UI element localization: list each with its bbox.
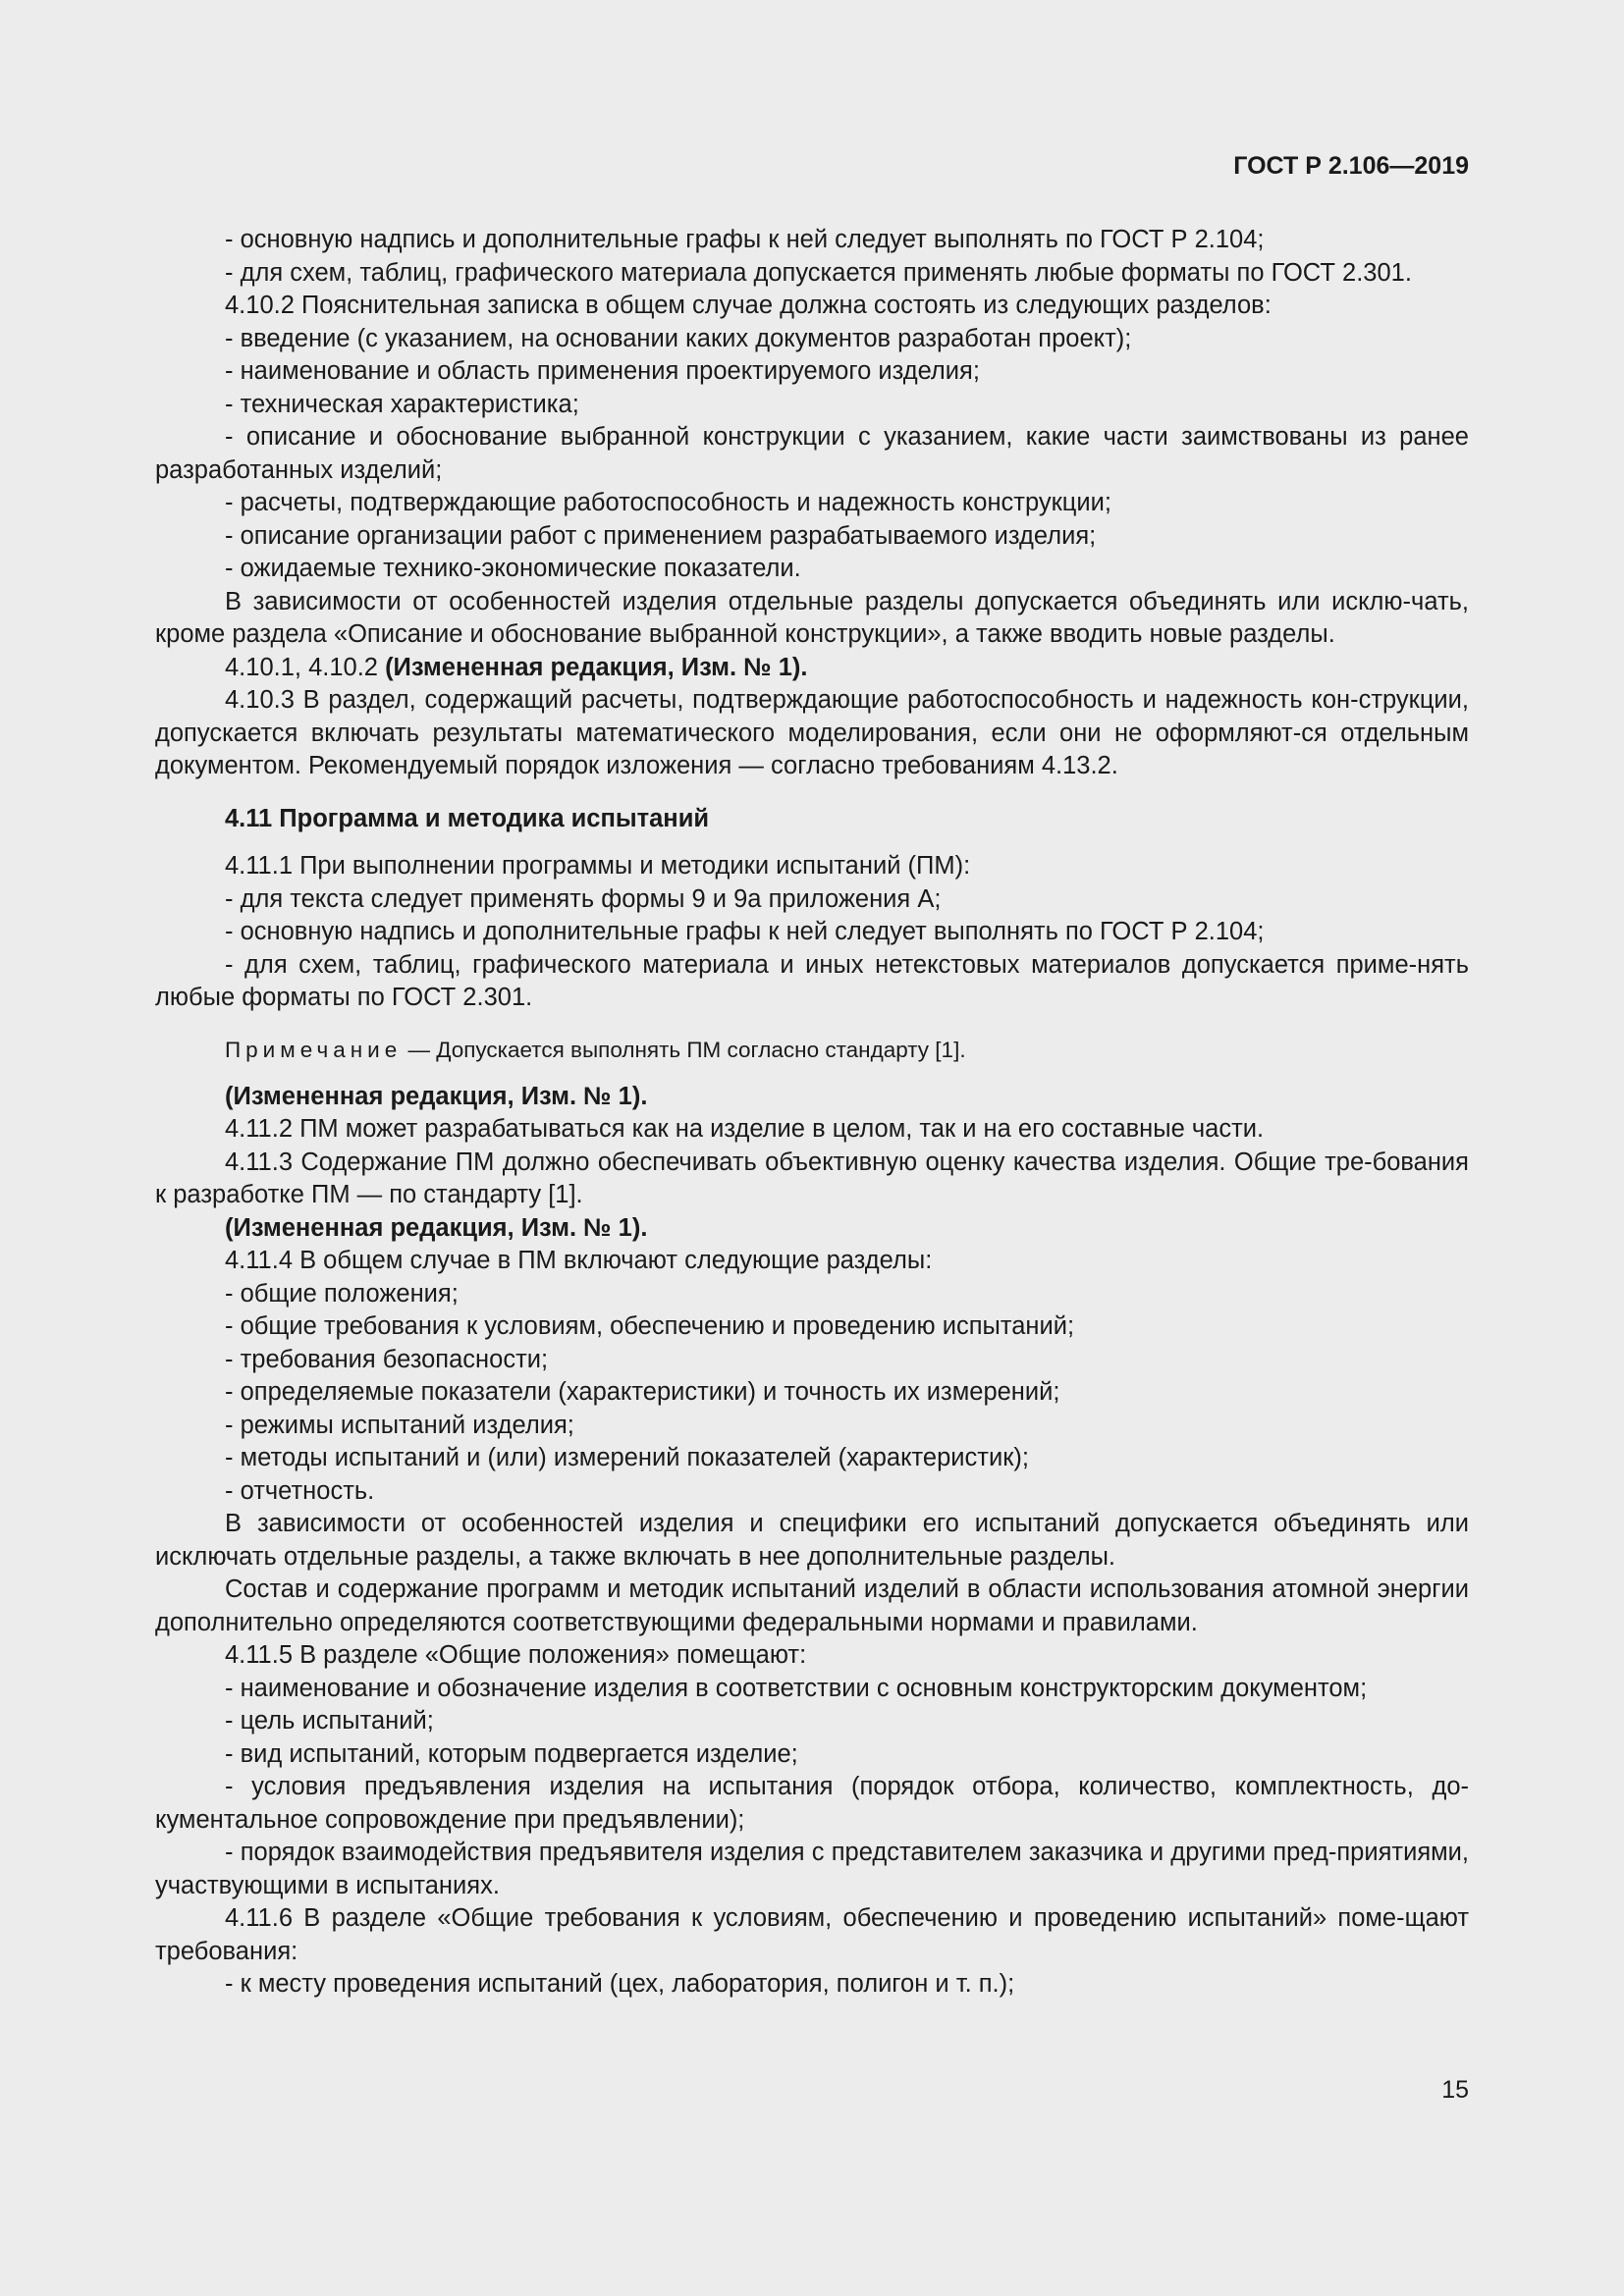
clause-refs: 4.10.1, 4.10.2	[225, 653, 386, 681]
list-item: - расчеты, подтверждающие работоспособность и надежность конструкции;	[225, 489, 1111, 516]
paragraph-4-10-2: 4.10.2 Пояснительная записка в общем случае должна состоять из следующих разделов:	[225, 292, 1272, 319]
paragraph-4-11-2: 4.11.2 ПМ может разрабатываться как на изделие в целом, так и на его составные части.	[225, 1115, 1265, 1143]
paragraph-4-11-1: 4.11.1 При выполнении программы и методики испытаний (ПМ):	[225, 852, 971, 880]
list-item: - наименование и область применения проектируемого изделия;	[225, 357, 980, 385]
page-number: 15	[1441, 2076, 1469, 2104]
note-text: — Допускается выполнять ПМ согласно стандарту [1].	[402, 1037, 966, 1062]
document-body	[155, 224, 1469, 2002]
list-item: - для схем, таблиц, графического материала и иных нетекстовых материалов допускается приме-нять любые форматы по ГОСТ 2.301.	[155, 950, 1469, 1011]
section-heading-4-11	[155, 803, 1469, 836]
list-item: - наименование и обозначение изделия в соответствии с основным конструкторским документом;	[225, 1674, 1368, 1702]
amendment-note	[155, 1081, 1469, 1114]
list-item: - режимы испытаний изделия;	[225, 1411, 574, 1439]
list-item: - методы испытаний и (или) измерений показателей (характеристик);	[225, 1444, 1029, 1471]
amendment-note	[155, 1212, 1469, 1246]
section-heading-text: 4.11 Программа и методика испытаний	[225, 804, 710, 832]
note-label: Примечание	[225, 1037, 403, 1062]
list-item: - порядок взаимодействия предъявителя изделия с представителем заказчика и другими пред-приятиями, участвующими в испытаниях.	[155, 1839, 1469, 1899]
document-code-header: ГОСТ Р 2.106—2019	[1233, 152, 1469, 180]
list-item: - определяемые показатели (характеристики) и точность их измерений;	[225, 1378, 1060, 1406]
list-item: - описание организации работ с применением разрабатываемого изделия;	[225, 521, 1097, 550]
paragraph-4-11-3: 4.11.3 Содержание ПМ должно обеспечивать объективную оценку качества изделия. Общие тре-бования к разработке ПМ — по стандарту [1].	[155, 1148, 1469, 1208]
list-item: - для текста следует применять формы 9 и 9а приложения А;	[225, 884, 942, 913]
list-item: - описание и обоснование выбранной конструкции с указанием, какие части заимствованы из ранее разработанных изделий;	[155, 423, 1469, 484]
paragraph: В зависимости от особенностей изделия и специфики его испытаний допускается объединять или исключать отдельные разделы, а также включать в нее дополнительные разделы.	[155, 1510, 1469, 1571]
list-item: - для схем, таблиц, графического материала допускается применять любые форматы по ГОСТ 2.301.	[225, 258, 1412, 287]
paragraph: В зависимости от особенностей изделия отдельные разделы допускается объединять или исклю-чать, кроме раздела «Описание и обоснование выбранной конструкции», а также вводить новые разделы.	[155, 587, 1469, 648]
paragraph: Состав и содержание программ и методик испытаний изделий в области использования атомной энергии дополнительно определяются соответствующими федеральными нормами и правилами.	[155, 1575, 1469, 1636]
paragraph-4-11-4: 4.11.4 В общем случае в ПМ включают следующие разделы:	[225, 1247, 933, 1274]
list-item: - общие требования к условиям, обеспечению и проведению испытаний;	[225, 1312, 1075, 1340]
list-item: - вид испытаний, которым подвергается изделие;	[225, 1739, 798, 1768]
paragraph-4-10-3: 4.10.3 В раздел, содержащий расчеты, подтверждающие работоспособность и надежность кон-струкции, допускается включать результаты математического моделирования, если они не оформляют-ся отдельным документом. Рекомендуемый порядок изложения — согласно требованиям 4.13.2.	[155, 686, 1469, 779]
note	[155, 1035, 1469, 1066]
list-item: - условия предъявления изделия на испытания (порядок отбора, количество, комплектность, до-кументальное сопровождение при предъявлении);	[155, 1773, 1469, 1834]
list-item: - основную надпись и дополнительные графы к ней следует выполнять по ГОСТ Р 2.104;	[225, 226, 1265, 253]
list-item: - основную надпись и дополнительные графы к ней следует выполнять по ГОСТ Р 2.104;	[225, 918, 1265, 945]
paragraph-4-11-5: 4.11.5 В разделе «Общие положения» помещают:	[225, 1641, 807, 1669]
list-item: - отчетность.	[225, 1476, 375, 1505]
amendment-label: (Измененная редакция, Изм. № 1).	[225, 1082, 648, 1110]
list-item: - цель испытаний;	[225, 1707, 434, 1735]
amendment-note	[155, 652, 1469, 685]
list-item: - требования безопасности;	[225, 1345, 549, 1373]
list-item: - введение (с указанием, на основании каких документов разработан проект);	[225, 324, 1132, 352]
amendment-label: (Измененная редакция, Изм. № 1).	[385, 653, 808, 681]
list-item: - к месту проведения испытаний (цех, лаборатория, полигон и т. п.);	[225, 1970, 1015, 1998]
list-item: - техническая характеристика;	[225, 390, 579, 418]
list-item: - ожидаемые технико-экономические показатели.	[225, 555, 801, 582]
amendment-label: (Измененная редакция, Изм. № 1).	[225, 1213, 648, 1242]
list-item: - общие положения;	[225, 1279, 459, 1308]
paragraph-4-11-6: 4.11.6 В разделе «Общие требования к условиям, обеспечению и проведению испытаний» поме-щают требования:	[155, 1904, 1469, 1965]
